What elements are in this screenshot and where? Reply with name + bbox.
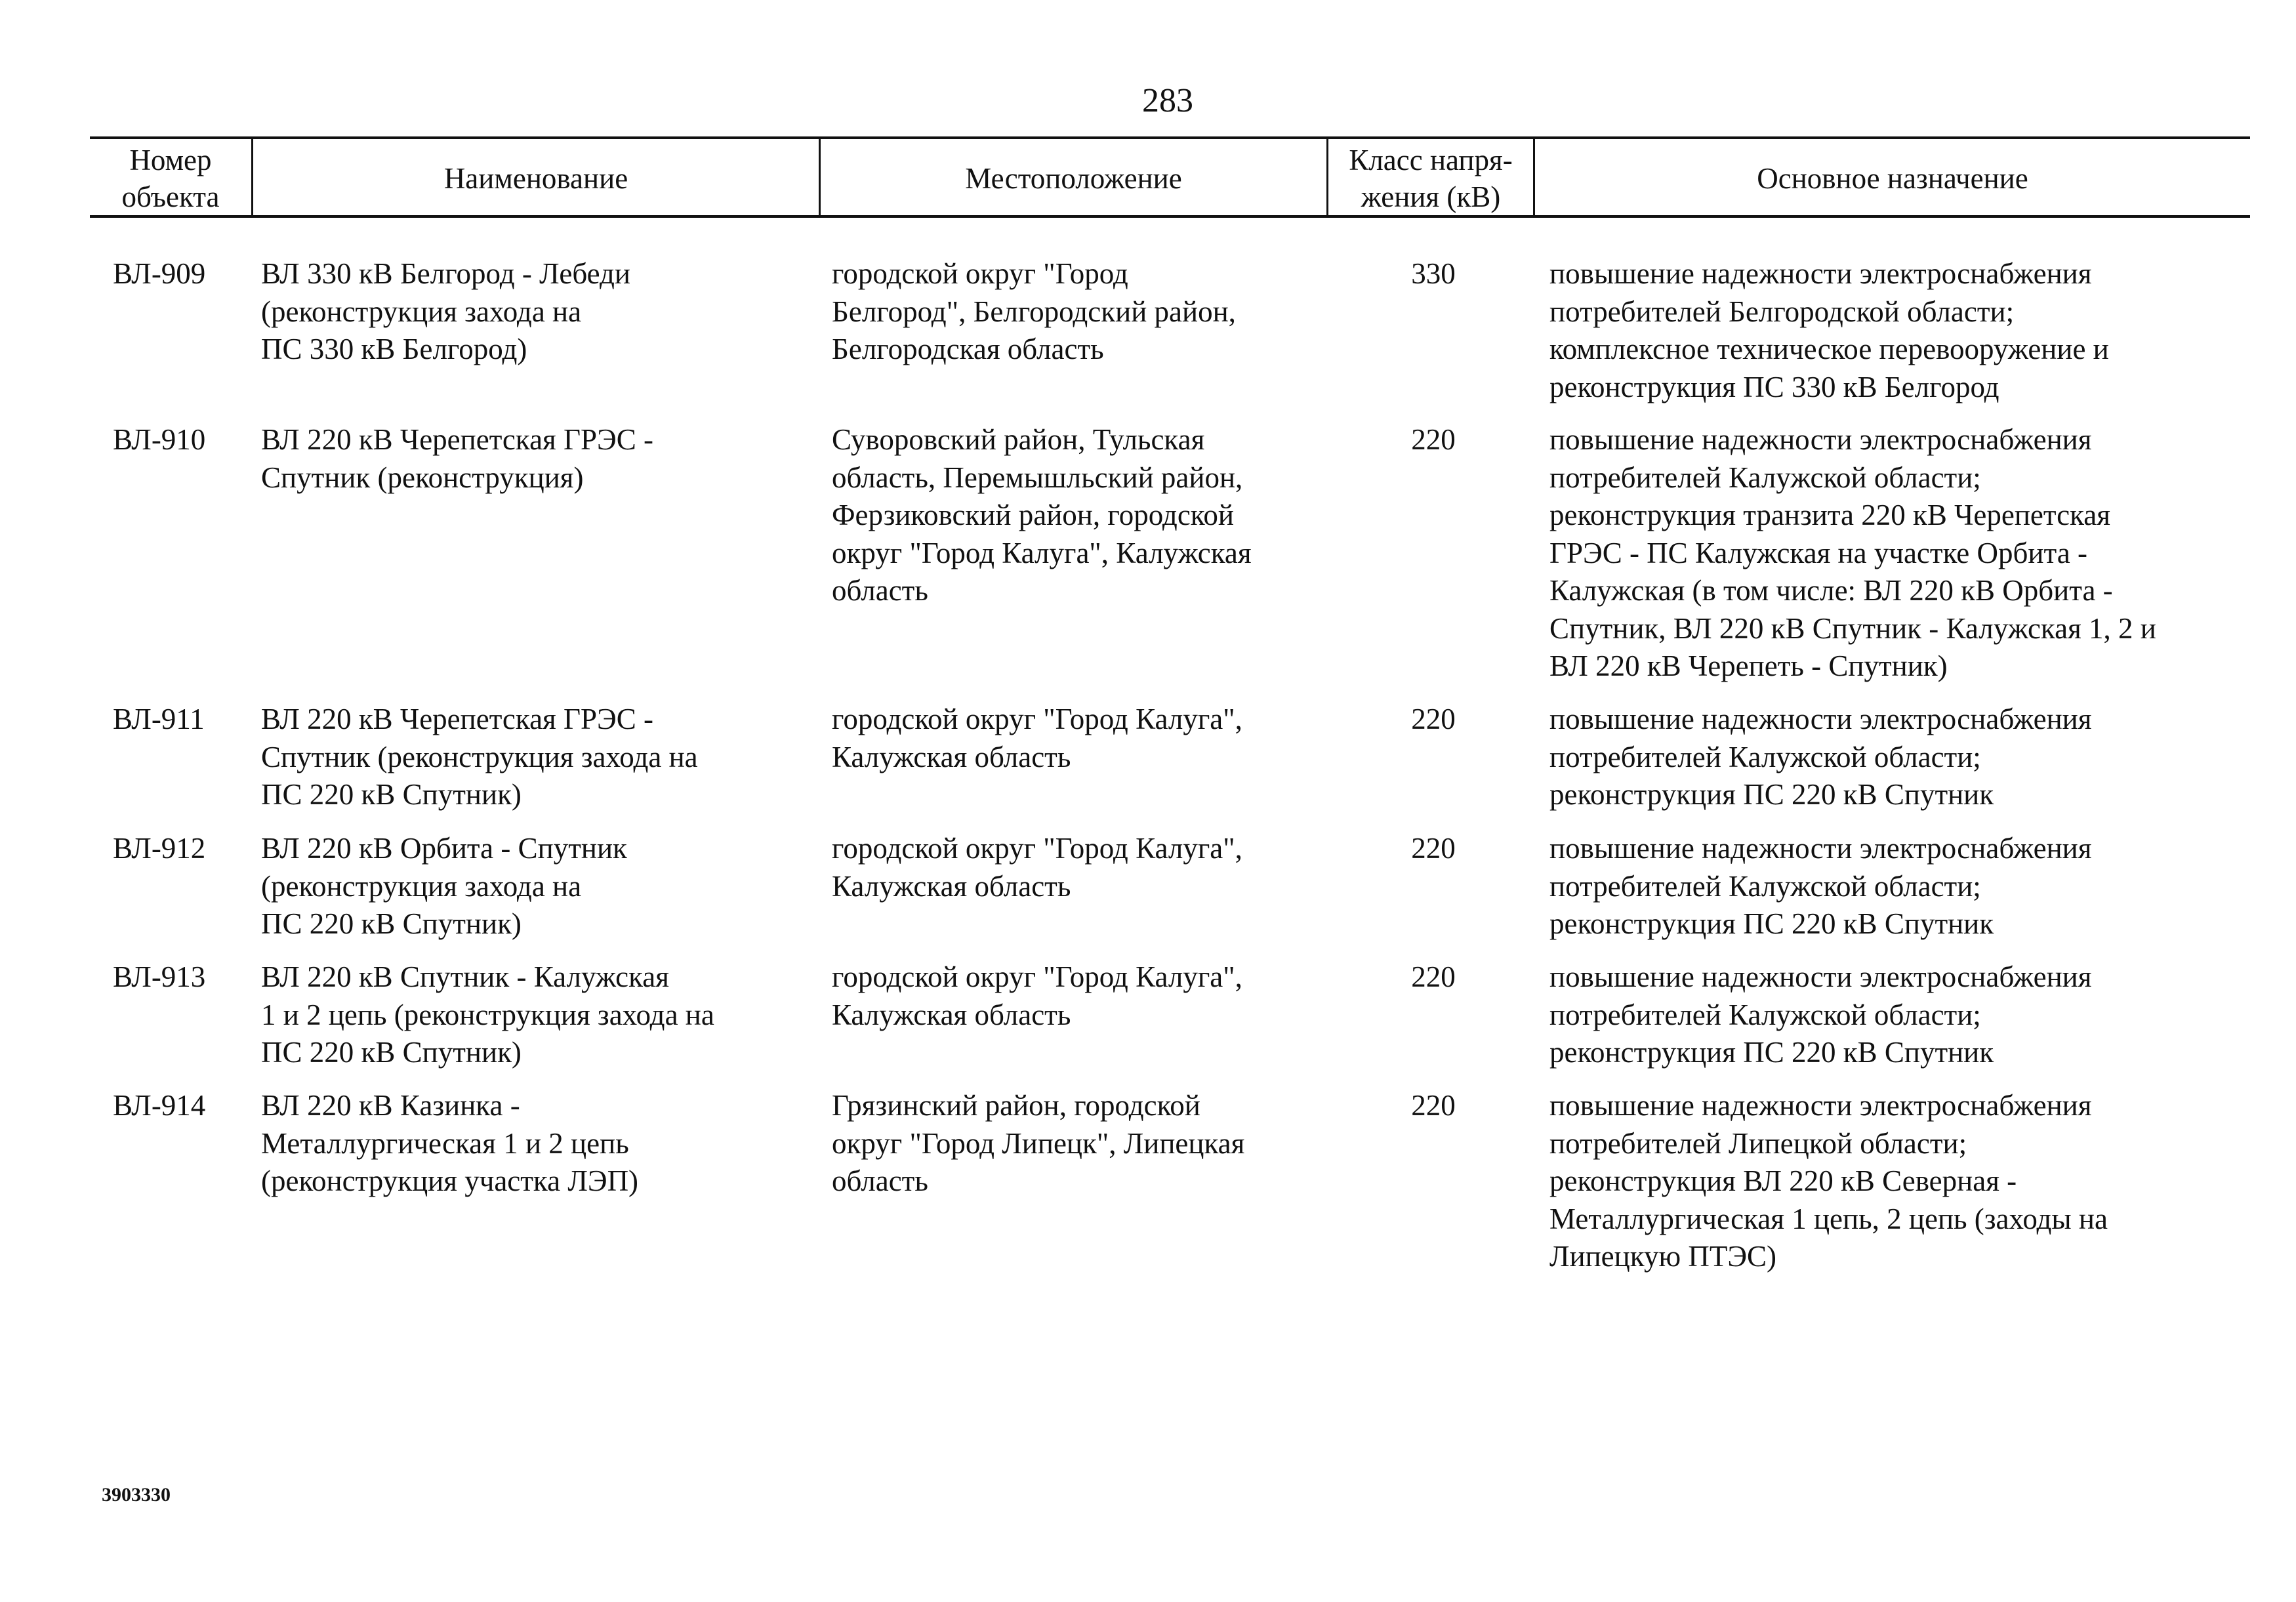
object-voltage: 220 <box>1411 703 1456 735</box>
object-voltage: 220 <box>1411 1089 1456 1122</box>
header-name: Наименование <box>443 162 628 195</box>
object-number: ВЛ-910 <box>113 423 206 456</box>
object-name: ВЛ 220 кВ Спутник - Калужская 1 и 2 цепь (реконструкция захода на ПС 220 кВ Спутник) <box>261 960 714 1069</box>
object-voltage: 220 <box>1411 832 1456 865</box>
object-purpose: повышение надежности электроснабжения потребителей Липецкой области; реконструкция ВЛ 220 кВ Северная - Металлургическая 1 цепь, 2 цепь (заходы на Липецкую ПТЭС) <box>1549 1089 2108 1273</box>
object-purpose: повышение надежности электроснабжения потребителей Калужской области; реконструкция ПС 220 кВ Спутник <box>1549 703 2092 811</box>
object-name: ВЛ 220 кВ Черепетская ГРЭС - Спутник (реконструкция) <box>261 423 653 494</box>
object-name: ВЛ 220 кВ Черепетская ГРЭС - Спутник (реконструкция захода на ПС 220 кВ Спутник) <box>261 703 698 811</box>
header-purpose: Основное назначение <box>1757 162 2028 195</box>
object-location: Грязинский район, городской округ "Город Липецк", Липецкая область <box>832 1089 1245 1197</box>
object-location: городской округ "Город Калуга", Калужская область <box>832 832 1242 903</box>
document-code: 3903330 <box>102 1484 171 1506</box>
object-purpose: повышение надежности электроснабжения потребителей Белгородской области; комплексное техническое перевооружение и реконструкция ПС 330 кВ Белгород <box>1549 257 2109 403</box>
object-number: ВЛ-911 <box>113 703 205 735</box>
object-name: ВЛ 330 кВ Белгород - Лебеди (реконструкция захода на ПС 330 кВ Белгород) <box>261 257 630 365</box>
object-location: Суворовский район, Тульская область, Перемышльский район, Ферзиковский район, городской округ "Город Калуга", Калужская область <box>832 423 1252 607</box>
object-number: ВЛ-912 <box>113 832 206 865</box>
object-location: городской округ "Город Калуга", Калужская область <box>832 960 1242 1031</box>
object-number: ВЛ-909 <box>113 257 206 290</box>
page-number: 283 <box>1142 82 1193 119</box>
object-purpose: повышение надежности электроснабжения потребителей Калужской области; реконструкция транзита 220 кВ Черепетская ГРЭС - ПС Калужская на участке Орбита - Калужская (в том числе: ВЛ 220 кВ Орбита - Спутник, ВЛ 220 кВ Спутник - Калужская 1, 2 и ВЛ 220 кВ Черепеть - Спутник) <box>1549 423 2156 682</box>
object-voltage: 330 <box>1411 257 1456 290</box>
object-location: городской округ "Город Белгород", Белгородский район, Белгородская область <box>832 257 1236 365</box>
object-name: ВЛ 220 кВ Орбита - Спутник (реконструкция захода на ПС 220 кВ Спутник) <box>261 832 627 940</box>
object-name: ВЛ 220 кВ Казинка - Металлургическая 1 и 2 цепь (реконструкция участка ЛЭП) <box>261 1089 639 1197</box>
header-number: Номер объекта <box>121 144 220 213</box>
object-purpose: повышение надежности электроснабжения потребителей Калужской области; реконструкция ПС 220 кВ Спутник <box>1549 832 2092 940</box>
object-location: городской округ "Город Калуга", Калужская область <box>832 703 1242 773</box>
header-location: Местоположение <box>965 162 1182 195</box>
object-number: ВЛ-914 <box>113 1089 206 1122</box>
header-voltage: Класс напря- жения (кВ) <box>1349 144 1513 213</box>
object-voltage: 220 <box>1411 960 1456 993</box>
object-number: ВЛ-913 <box>113 960 206 993</box>
object-voltage: 220 <box>1411 423 1456 456</box>
object-purpose: повышение надежности электроснабжения потребителей Калужской области; реконструкция ПС 220 кВ Спутник <box>1549 960 2092 1069</box>
